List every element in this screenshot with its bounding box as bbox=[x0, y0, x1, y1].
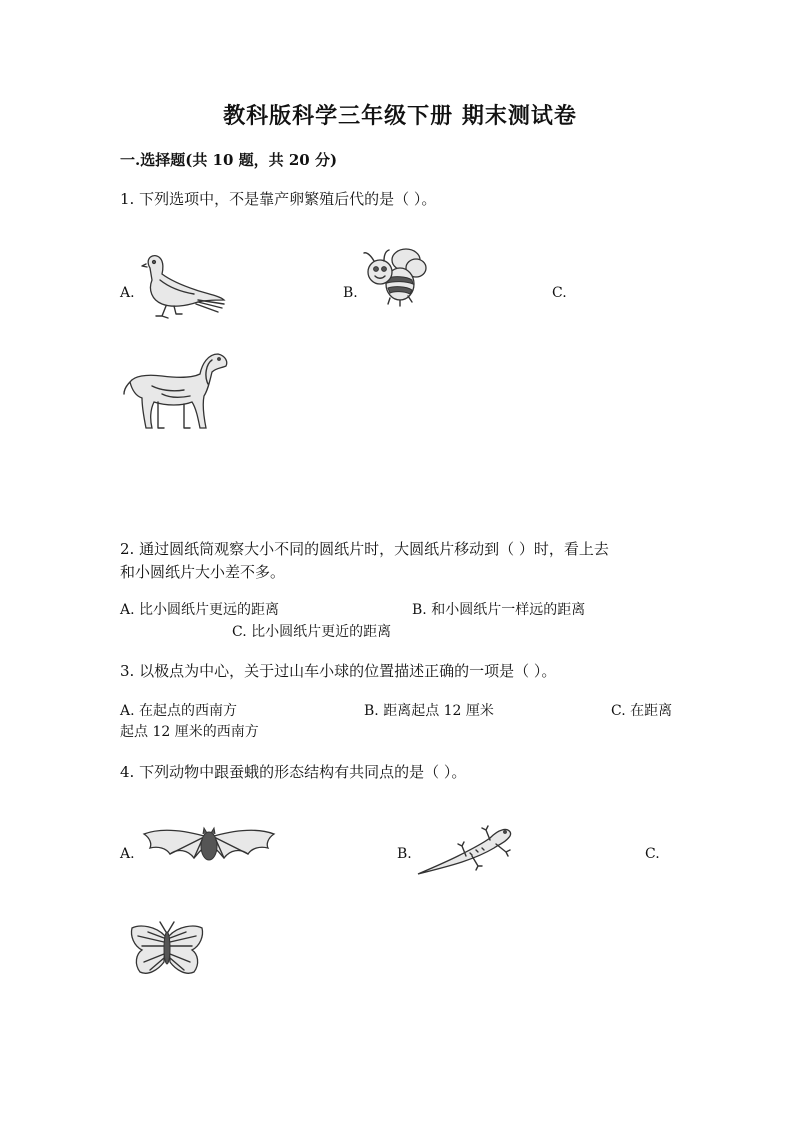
question-2-text-line-2: 和小圆纸片大小差不多。 bbox=[120, 563, 286, 581]
q1-option-c-label[interactable]: C. bbox=[552, 285, 567, 301]
q1-option-a-label[interactable]: A. bbox=[120, 285, 135, 301]
butterfly-icon[interactable] bbox=[128, 922, 206, 982]
q3-option-b[interactable]: B. 距离起点 12 厘米 bbox=[364, 703, 494, 719]
lizard-icon[interactable] bbox=[416, 822, 516, 878]
bat-icon[interactable] bbox=[142, 826, 276, 866]
q2-option-c[interactable]: C. 比小圆纸片更近的距离 bbox=[232, 624, 392, 640]
q3-option-c-continued[interactable]: 起点 12 厘米的西南方 bbox=[120, 724, 259, 740]
q3-option-c[interactable]: C. 在距离 bbox=[611, 703, 673, 719]
page-title: 教科版科学三年级下册 期末测试卷 bbox=[223, 103, 577, 129]
q2-option-b[interactable]: B. 和小圆纸片一样远的距离 bbox=[412, 602, 586, 618]
q3-option-a[interactable]: A. 在起点的西南方 bbox=[120, 703, 238, 719]
q2-option-a[interactable]: A. 比小圆纸片更远的距离 bbox=[120, 602, 280, 618]
question-3-text: 3. 以极点为中心，关于过山车小球的位置描述正确的一项是（ ）。 bbox=[120, 662, 557, 680]
question-4-text: 4. 下列动物中跟蚕蛾的形态结构有共同点的是（ ）。 bbox=[120, 763, 467, 781]
q4-option-c-label[interactable]: C. bbox=[645, 846, 660, 862]
q1-option-b-label[interactable]: B. bbox=[343, 285, 358, 301]
q4-option-a-label[interactable]: A. bbox=[120, 846, 135, 862]
dog-icon[interactable] bbox=[122, 350, 230, 434]
pigeon-icon[interactable] bbox=[136, 250, 228, 320]
question-1-text: 1. 下列选项中，不是靠产卵繁殖后代的是（ ）。 bbox=[120, 190, 437, 208]
section-heading: 一.选择题(共 10 题，共 20 分) bbox=[120, 151, 338, 169]
q4-option-b-label[interactable]: B. bbox=[397, 846, 412, 862]
question-2-text-line-1: 2. 通过圆纸筒观察大小不同的圆纸片时，大圆纸片移动到（ ）时，看上去 bbox=[120, 540, 609, 558]
bee-icon[interactable] bbox=[360, 246, 428, 306]
